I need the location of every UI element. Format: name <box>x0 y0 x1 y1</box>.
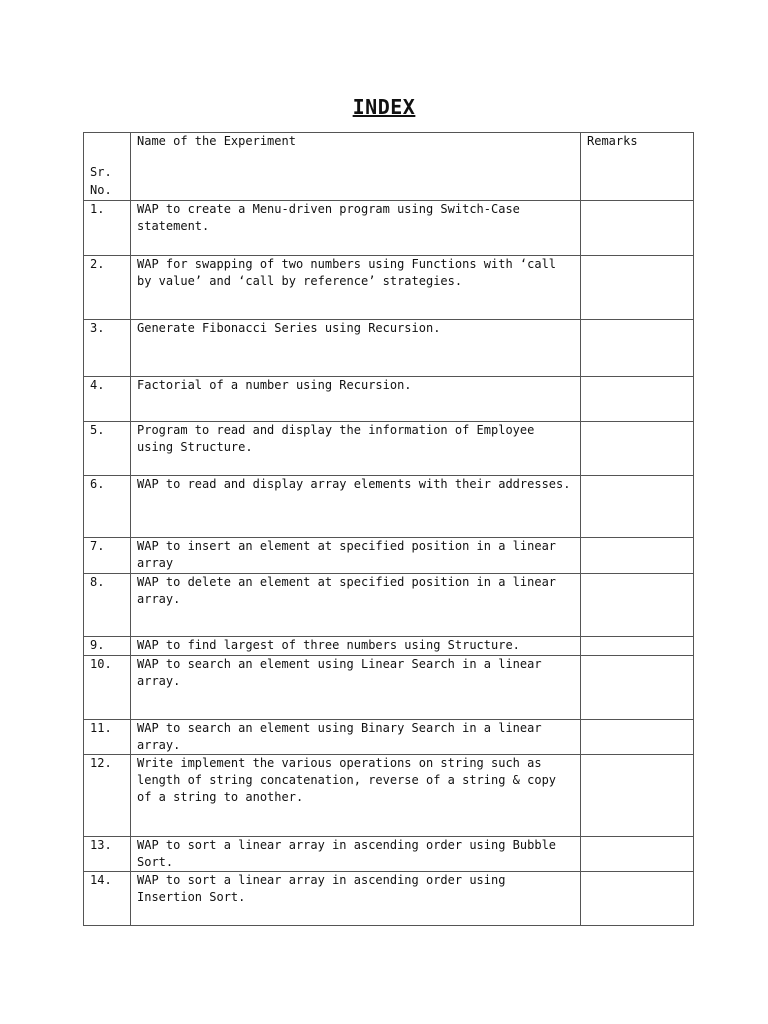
table-row <box>84 422 694 476</box>
row-remarks <box>581 538 694 574</box>
row-sr-no: 12. <box>84 755 131 837</box>
table-row <box>84 320 694 377</box>
row-experiment-name: WAP to search an element using Linear Search in a linear array. <box>131 656 581 720</box>
row-sr-no: 3. <box>84 320 131 377</box>
row-sr-no: 2. <box>84 256 131 320</box>
row-remarks <box>581 837 694 872</box>
row-sr-no: 10. <box>84 656 131 720</box>
row-sr-no: 5. <box>84 422 131 476</box>
row-remarks <box>581 720 694 755</box>
row-sr-no: 11. <box>84 720 131 755</box>
row-experiment-name: WAP to sort a linear array in ascending order using Insertion Sort. <box>131 872 581 926</box>
header-experiment-name: Name of the Experiment <box>131 133 581 201</box>
row-remarks <box>581 256 694 320</box>
row-experiment-name: WAP for swapping of two numbers using Functions with ‘call by value’ and ‘call by reference’ strategies. <box>131 256 581 320</box>
page-title: INDEX <box>352 95 416 119</box>
row-remarks <box>581 320 694 377</box>
row-sr-no: 14. <box>84 872 131 926</box>
header-remarks: Remarks <box>581 133 694 201</box>
row-experiment-name: Write implement the various operations on string such as length of string concatenation, reverse of a string & copy of a string to another. <box>131 755 581 837</box>
row-experiment-name: WAP to insert an element at specified position in a linear array <box>131 538 581 574</box>
table-row <box>84 201 694 256</box>
row-experiment-name: WAP to sort a linear array in ascending order using Bubble Sort. <box>131 837 581 872</box>
row-sr-no: 4. <box>84 377 131 422</box>
table-row <box>84 755 694 837</box>
row-experiment-name: Factorial of a number using Recursion. <box>131 377 581 422</box>
row-sr-no: 9. <box>84 637 131 656</box>
table-row <box>84 872 694 926</box>
row-sr-no: 6. <box>84 476 131 538</box>
row-experiment-name: WAP to search an element using Binary Search in a linear array. <box>131 720 581 755</box>
row-sr-no: 7. <box>84 538 131 574</box>
table-row <box>84 538 694 574</box>
index-table <box>83 132 694 926</box>
table-row <box>84 637 694 656</box>
table-row <box>84 377 694 422</box>
table-header-row <box>84 133 694 201</box>
row-experiment-name: WAP to create a Menu-driven program using Switch-Case statement. <box>131 201 581 256</box>
row-remarks <box>581 656 694 720</box>
row-remarks <box>581 476 694 538</box>
row-experiment-name: WAP to read and display array elements with their addresses. <box>131 476 581 538</box>
row-remarks <box>581 201 694 256</box>
table-row <box>84 256 694 320</box>
table-row <box>84 837 694 872</box>
table-row <box>84 720 694 755</box>
table-row <box>84 656 694 720</box>
row-experiment-name: Program to read and display the information of Employee using Structure. <box>131 422 581 476</box>
table-row <box>84 476 694 538</box>
row-remarks <box>581 377 694 422</box>
row-experiment-name: WAP to delete an element at specified position in a linear array. <box>131 574 581 637</box>
row-remarks <box>581 574 694 637</box>
row-sr-no: 13. <box>84 837 131 872</box>
header-sr-no: Sr. No. <box>84 133 131 201</box>
row-sr-no: 1. <box>84 201 131 256</box>
row-remarks <box>581 755 694 837</box>
row-sr-no: 8. <box>84 574 131 637</box>
row-remarks <box>581 637 694 656</box>
row-experiment-name: WAP to find largest of three numbers using Structure. <box>131 637 581 656</box>
row-remarks <box>581 872 694 926</box>
row-experiment-name: Generate Fibonacci Series using Recursion. <box>131 320 581 377</box>
row-remarks <box>581 422 694 476</box>
table-row <box>84 574 694 637</box>
